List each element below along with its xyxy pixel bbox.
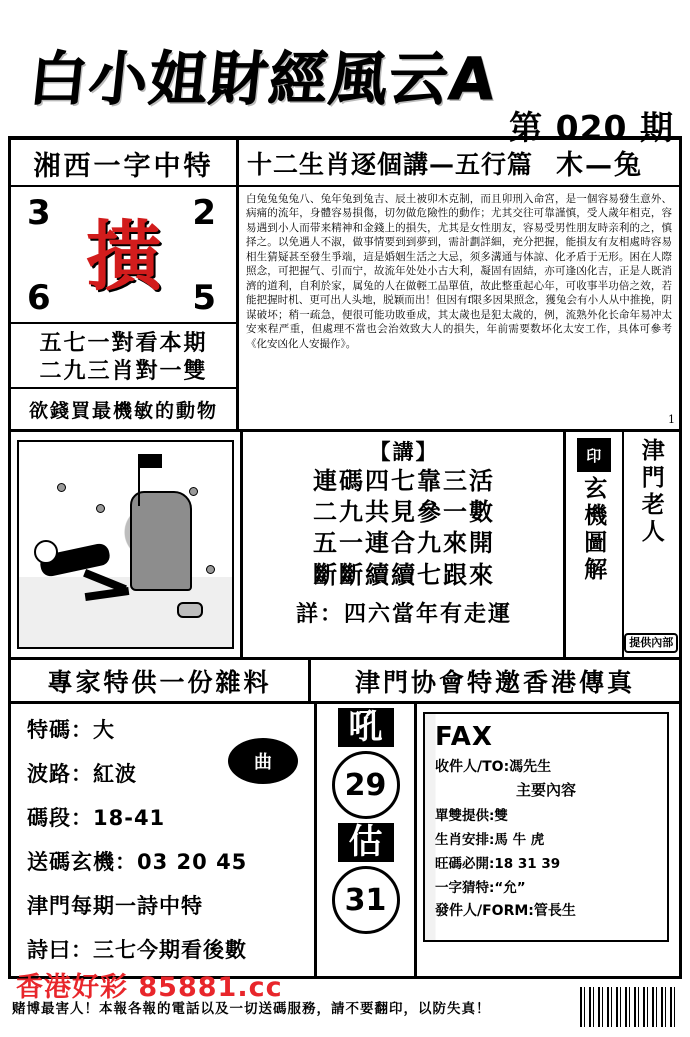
fax-item-2: 生肖安排:馬 牛 虎	[435, 832, 545, 848]
riddle-line: 欲錢買最機敏的動物	[28, 400, 218, 422]
tips-panel	[11, 704, 317, 976]
number-grid	[11, 187, 236, 324]
lucky-char-bottom: 估	[338, 823, 394, 862]
lucky-number-bottom: 31	[332, 866, 400, 934]
lucky-number-panel	[317, 704, 417, 976]
cartoon-dot	[189, 487, 198, 496]
fax-item-4: 一字猜特:“允”	[435, 880, 526, 896]
verse-panel	[243, 432, 563, 657]
masthead	[8, 6, 682, 147]
cartoon-dot	[57, 483, 66, 492]
tip-row-1: 特碼：大	[27, 718, 115, 742]
seal-icon: 印	[577, 438, 611, 472]
side-label-group	[563, 432, 679, 657]
lucky-char-top: 吼	[338, 708, 394, 747]
article-tag: 木—兔	[556, 150, 643, 181]
footer	[8, 972, 682, 1037]
footer-note: 赌博最害人！本報各報的電話以及一切送碼服務，請不要翻印，以防失真！	[12, 1001, 491, 1017]
cartoon-panel	[11, 432, 243, 657]
fax-recipient: 收件人/TO:馮先生	[435, 759, 552, 775]
banner-right: 津門协會特邀香港傳真	[354, 667, 635, 697]
stamp-icon: 曲	[228, 738, 298, 784]
inside-supply-badge: 提供內部	[624, 633, 678, 653]
side-label-author: 津門老人	[637, 438, 664, 546]
grid-number-bottom-left: 6	[27, 278, 51, 318]
cartoon-flag-icon	[138, 454, 140, 506]
tip-row-6: 詩曰：三七今期看後數	[27, 938, 247, 962]
grid-number-bottom-right: 5	[192, 278, 216, 318]
cartoon-dot	[206, 565, 215, 574]
top-section	[8, 140, 682, 432]
tip-row-4: 送碼玄機：03 20 45	[27, 850, 248, 874]
lead-title: 湘西一字中特	[11, 140, 236, 187]
feature-character: 撗	[85, 211, 162, 301]
tip-row-3: 碼段：18-41	[27, 806, 166, 830]
verse-line-1: 連碼四七靠三活	[313, 467, 495, 495]
article-title: 十二生肖逐個講—五行篇	[247, 149, 534, 179]
article-text: 白兔兔兔兔八、兔年兔到兔吉、辰土被卯木克制，而且卯刑入命宮，是一個容易發生意外、病痛的流年，身體容易損傷，切勿做危險性的動作；尤其交往可靠謹慎，受人歲年相克，容易遇到小人而带来精神和金錢上的損失，尤其是女性朋友，容易受男性朋友時亲利的之，慎择之。以免遇人不淑，做事情要到到夢到，需計劃詳細，充分把握，能損友有友相處時容易相生猜疑甚至發生爭端，這是婚姻生活之大忌，须多溝通与体諒、化矛盾于无形。困在人際照念，可把握气、引而宁，故流年处处小古大利，凝固有固結，亦可逢凶化吉，正是人既消濟的道利，自利於家，属兔的人在做輕工品單值，故此整重起心年，可收事半功倍之效，若能把握时机、更可出人头地，脱颖而出！但因有f限多因果照念，獲兔会有小人从中推挽，阴谋破坏；稍一疏急，便很可能功敗垂成，其太歲也是犯太歲的，例，流熟外化长命年易冲太安來程严重，但處理不當也会治效致大人的損失，年前需要数坏化太安工作，具体可參考《化安凶化人安撮作》。	[246, 193, 672, 350]
fax-item-1: 單雙提供:雙	[435, 808, 508, 824]
lead-panel	[11, 140, 239, 429]
grid-number-top-left: 3	[27, 193, 51, 233]
verse-line-3: 五一連合九來開	[313, 529, 495, 558]
fax-sender: 發件人/FORM:管長生	[435, 903, 576, 919]
page-title: 白小姐財經風云A	[25, 45, 500, 113]
tip-row-5: 津門每期一詩中特	[27, 894, 203, 918]
verse-line-4: 斷斷續續七跟來	[313, 560, 495, 589]
side-column-diagram	[566, 432, 622, 657]
middle-section	[8, 432, 682, 660]
side-label-diagram: 玄機圖解	[580, 476, 607, 584]
tip-row-2: 波路：紅波	[27, 762, 137, 786]
fax-item-3: 旺碼必開:18 31 39	[435, 856, 561, 872]
fax-title: FAX	[435, 722, 493, 752]
verse-line-2: 二九共見參一數	[313, 498, 495, 527]
lucky-number-top: 29	[332, 751, 400, 819]
couplet	[11, 324, 236, 389]
page-number: 1	[668, 412, 675, 426]
couplet-line-1: 五七一對看本期	[39, 331, 208, 356]
fax-panel	[417, 704, 679, 976]
article-panel	[239, 140, 679, 429]
grid-number-top-right: 2	[192, 193, 216, 233]
banner-left: 專家特供一份雜料	[11, 660, 311, 701]
side-column-author	[622, 432, 680, 657]
cartoon-stone	[177, 602, 203, 618]
issue-number: 第 020 期	[509, 108, 674, 147]
couplet-line-2: 二九三肖對一雙	[39, 358, 208, 384]
bottom-section	[8, 704, 682, 979]
fax-subject: 主要內容	[515, 781, 576, 799]
barcode-icon	[580, 987, 676, 1027]
banner-row	[8, 660, 682, 704]
cartoon-dot	[96, 504, 105, 513]
watermark: 香港好彩 85881.cc	[16, 972, 283, 1003]
cartoon-image	[17, 440, 234, 649]
verse-footnote: 詳：四六當年有走運	[295, 601, 512, 627]
article-body	[239, 187, 679, 429]
fax-scroll	[423, 712, 669, 942]
verse-heading: 【講】	[369, 440, 439, 464]
